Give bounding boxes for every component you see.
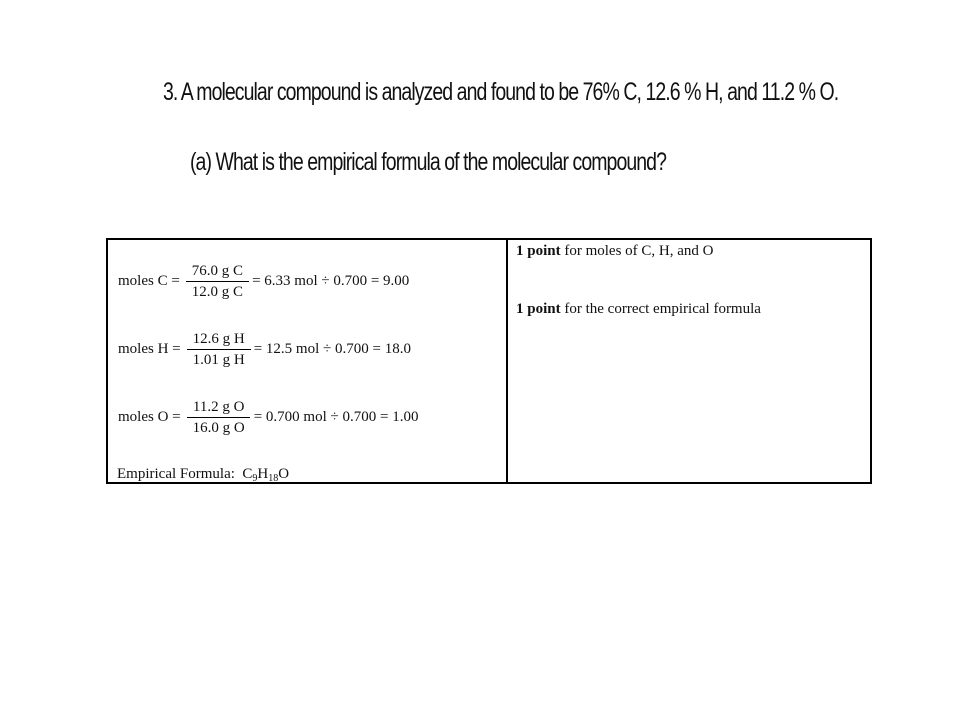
- question-part-a: (a) What is the empirical formula of the molecular compound?: [190, 148, 666, 176]
- moles-o-numerator: 11.2 g O: [187, 398, 251, 418]
- moles-c-fraction: [186, 262, 249, 301]
- moles-h-result: = 12.5 mol ÷ 0.700 = 18.0: [253, 341, 411, 357]
- empirical-formula: $C_9H_{18}O$: [242, 466, 290, 484]
- moles-o-row: [118, 398, 418, 437]
- rubric-line-formula: [516, 301, 761, 318]
- empirical-formula-line: [117, 466, 289, 484]
- moles-h-denominator: 1.01 g H: [192, 352, 245, 368]
- moles-c-denominator: 12.0 g C: [191, 284, 244, 300]
- moles-h-numerator: 12.6 g H: [187, 330, 251, 350]
- empirical-formula-label: Empirical Formula:: [117, 466, 235, 482]
- moles-h-label: moles H =: [118, 341, 181, 357]
- moles-o-fraction: [187, 398, 251, 437]
- moles-o-label: moles O =: [118, 409, 181, 425]
- scoring-table: [106, 238, 872, 484]
- rubric-cell: [508, 240, 870, 482]
- rubric-text: for the correct empirical formula: [560, 301, 761, 317]
- moles-h-fraction: [187, 330, 251, 369]
- moles-c-row: [118, 262, 409, 301]
- question-text: 3. A molecular compound is analyzed and found to be 76% C, 12.6 % H, and 11.2 % O.: [163, 78, 839, 106]
- rubric-points: 1 point: [516, 301, 561, 317]
- rubric-line-moles: [516, 243, 714, 260]
- rubric-text: for moles of C, H, and O: [560, 243, 714, 259]
- moles-c-numerator: 76.0 g C: [186, 262, 249, 282]
- moles-c-label: moles C =: [118, 273, 180, 289]
- moles-o-denominator: 16.0 g O: [192, 420, 245, 436]
- solution-cell: [108, 240, 508, 482]
- moles-c-result: = 6.33 mol ÷ 0.700 = 9.00: [252, 273, 410, 289]
- moles-h-row: [118, 330, 411, 369]
- rubric-points: 1 point: [516, 243, 561, 259]
- moles-o-result: = 0.700 mol ÷ 0.700 = 1.00: [253, 409, 419, 425]
